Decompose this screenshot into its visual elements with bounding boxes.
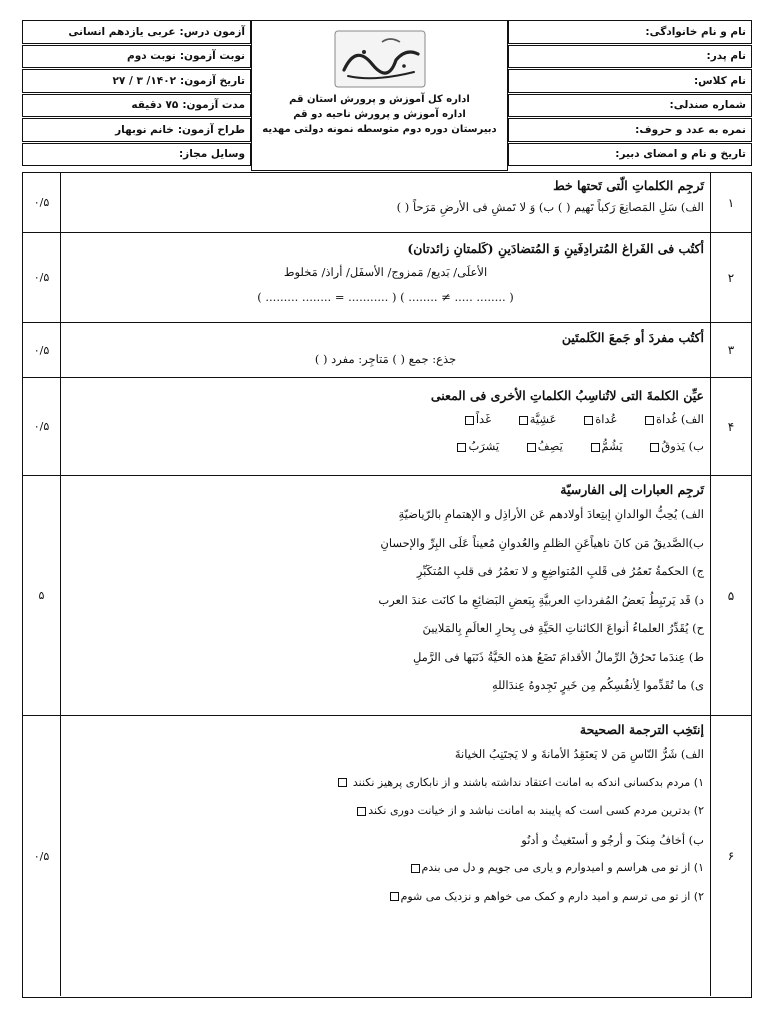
option-text: ۱) از تو می هراسم و امیدوارم و یاری می جویم و دل می بندم bbox=[421, 861, 704, 874]
question-row-1 bbox=[23, 173, 751, 232]
option-text: یَشُمُّ bbox=[601, 439, 623, 453]
sentence-b: ب) أخافُ مِنکَ و أرجُو و أستَغیثُ و أدنُو bbox=[521, 832, 704, 847]
question-row-2 bbox=[23, 232, 751, 322]
exam-course-box bbox=[22, 20, 251, 44]
option-item[interactable] bbox=[455, 433, 499, 460]
exam-header bbox=[22, 20, 752, 171]
seat-number-label: شماره صندلی: bbox=[669, 99, 746, 112]
option-prefix: ب) bbox=[688, 439, 704, 453]
checkbox-icon[interactable] bbox=[390, 892, 399, 901]
question-row-4 bbox=[23, 377, 751, 475]
option-text: ۲) از تو می ترسم و امید دارم و کمک می خواهم و نزدیک می شوم bbox=[400, 889, 704, 903]
question-score: ۰/۵ bbox=[23, 716, 61, 996]
exam-date-value: ۱۴۰۲/ ۳ / ۲۷ bbox=[112, 74, 177, 87]
question-title: أکتُب فی الفَراغ المُترادِفَینِ وَ المُتضادَینِ (کَلمتانِ زائدتان) bbox=[407, 241, 704, 256]
question-line: جذع: جمع ( ) مَتاجِر: مفرد ( ) bbox=[314, 352, 457, 366]
question-body bbox=[61, 173, 710, 232]
class-name-field[interactable] bbox=[508, 69, 752, 93]
question-number: ۶ bbox=[710, 716, 751, 996]
question-body bbox=[61, 378, 710, 475]
sentence-item: ط) عِندَما تَحرُقُ الرِّمالُ الأقدامَ تَضَعُ هذه الحَیَّةُ ذَنَبَها فی الرَّملِ bbox=[412, 649, 704, 664]
question-body bbox=[61, 716, 710, 996]
question-body bbox=[61, 323, 710, 377]
question-row-3 bbox=[23, 322, 751, 377]
allowed-tools-label: وسایل مجاز: bbox=[178, 148, 245, 161]
option-item[interactable] bbox=[643, 406, 677, 433]
sentence-item: ی) ما تُقَدِّموا لِأنفُسِکُم مِن خَیرٍ تَجِدوهُ عِندَاللهِ bbox=[491, 678, 704, 692]
option-text: یَصِفُ bbox=[537, 439, 563, 453]
question-score: ۰/۵ bbox=[23, 173, 61, 232]
question-body bbox=[61, 476, 710, 715]
father-name-field[interactable] bbox=[508, 45, 752, 69]
exam-info-column bbox=[22, 20, 251, 171]
checkbox-icon[interactable] bbox=[357, 807, 366, 816]
father-name-label: نام پدر: bbox=[706, 50, 746, 63]
option-text: ۱) مردم بدکسانی اندکه به امانت اعتقاد نداشته باشند و از نابکاری پرهیز نکنند bbox=[352, 775, 704, 789]
sentence-item: الف) یُحِبُّ الوالدانِ إبتِعادَ أولادهم عَن الأراذِل و الإهتمامِ بالرّیاضیّةِ bbox=[398, 507, 704, 521]
org-line-district: اداره آموزش و پرورش ناحیه دو قم bbox=[293, 109, 466, 120]
translation-option[interactable] bbox=[67, 854, 704, 883]
question-title: أکتُب مفردَ أو جَمعَ الکَلمتَین bbox=[561, 330, 704, 345]
allowed-tools-box bbox=[22, 143, 251, 167]
question-title: إنتَخِب الترجمة الصحیحة bbox=[579, 722, 704, 737]
question-number: ۴ bbox=[710, 378, 751, 475]
exam-course-value: عربی یازدهم انسانی bbox=[68, 25, 176, 38]
checkbox-icon[interactable] bbox=[584, 416, 593, 425]
answer-blanks: ( ........ ..... ≠ ........ ) ( ........... = ........ ......... ) bbox=[257, 290, 514, 304]
exam-designer-label: طراح آزمون: bbox=[177, 123, 245, 136]
exam-duration-box bbox=[22, 94, 251, 118]
option-item[interactable] bbox=[589, 433, 623, 460]
teacher-signature-label: تاریخ و نام و امضای دبیر: bbox=[615, 148, 746, 161]
option-item[interactable] bbox=[525, 433, 563, 460]
sentence-item: د) قَد یَرتَبِطُ بَعضُ المُفرداتِ العربیَّةِ بِبَعضِ البَضائِعِ ما کانَت عندَ العرب bbox=[378, 592, 704, 607]
mahdieh-logo-icon bbox=[334, 30, 426, 88]
checkbox-icon[interactable] bbox=[591, 443, 600, 452]
question-line: الف) سَلِ المَصانِعَ رَکباً تَهیم ( ) ب) وَ لا تَمشِ فی الأرضِ مَرَحاً ( ) bbox=[396, 200, 704, 214]
option-prefix: الف) bbox=[680, 412, 704, 426]
option-item[interactable] bbox=[463, 406, 491, 433]
option-item[interactable] bbox=[517, 406, 557, 433]
checkbox-icon[interactable] bbox=[519, 416, 528, 425]
translation-option[interactable] bbox=[67, 883, 704, 912]
student-name-field[interactable] bbox=[508, 20, 752, 44]
option-text: عُداة bbox=[595, 412, 618, 426]
question-row-5 bbox=[23, 475, 751, 715]
checkbox-icon[interactable] bbox=[411, 864, 420, 873]
sentence-item: ب)الصَّدیقُ مَن کانَ ناهیاًعَنِ الظلمِ والعُدوانِ مُعیناً عَلَی البِرِّ والإحسانِ bbox=[380, 535, 704, 550]
checkbox-icon[interactable] bbox=[650, 443, 659, 452]
option-text: غَداً bbox=[475, 412, 492, 426]
sentence-item: ج) الحکمةُ تَعمُرُ فی قَلبِ المُتواضِعِ و لا تعمُرُ فی قلبِ المُتکَبِّرِ bbox=[416, 564, 704, 578]
exam-designer-value: خانم نوبهار bbox=[115, 123, 174, 136]
option-item[interactable] bbox=[582, 406, 617, 433]
question-score: ۰/۵ bbox=[23, 378, 61, 475]
exam-round-box bbox=[22, 45, 251, 69]
student-info-column bbox=[508, 20, 752, 171]
option-text: غُداة bbox=[655, 412, 678, 426]
option-text: عَشِیَّة bbox=[529, 412, 557, 426]
option-group-b bbox=[67, 433, 704, 460]
exam-date-box bbox=[22, 69, 251, 93]
exam-date-label: تاریخ آزمون: bbox=[180, 74, 245, 87]
question-number: ۱ bbox=[710, 173, 751, 232]
question-score: ۰/۵ bbox=[23, 323, 61, 377]
checkbox-icon[interactable] bbox=[527, 443, 536, 452]
student-name-label: نام و نام خانوادگی: bbox=[645, 25, 746, 38]
option-text: ۲) بدترین مردم کسی است که پایبند به امانت نباشد و از خیانت دوری نکند bbox=[368, 804, 704, 817]
grade-label: نمره به عدد و حروف: bbox=[635, 123, 746, 136]
checkbox-icon[interactable] bbox=[465, 416, 474, 425]
exam-course-label: آزمون درس: bbox=[179, 25, 245, 38]
exam-designer-box bbox=[22, 118, 251, 142]
exam-duration-label: مدت آزمون: bbox=[182, 99, 245, 112]
word-bank: الأعلَی/ بَدیع/ مَمزوج/ الأسفَل/ أراذ/ مَخلوط bbox=[283, 265, 488, 279]
sentence-item: ح) یُقَدِّرُ العلماءُ أنواعَ الکائناتِ الحَیَّةِ فی بِحارِ العالَمِ بِالمَلایینَ bbox=[422, 621, 704, 635]
teacher-signature-field[interactable] bbox=[508, 143, 752, 167]
checkbox-icon[interactable] bbox=[457, 443, 466, 452]
question-number: ۲ bbox=[710, 233, 751, 322]
option-text: یَشرَبُ bbox=[468, 439, 500, 453]
question-title: عیِّن الکلمةَ التی لاتُناسِبُ الکلماتِ الأخری فی المعنی bbox=[430, 388, 704, 403]
question-row-6 bbox=[23, 715, 751, 996]
question-number: ۳ bbox=[710, 323, 751, 377]
question-number: ۵ bbox=[710, 476, 751, 715]
exam-round-label: نوبت آزمون: bbox=[179, 50, 245, 63]
question-score: ۵ bbox=[23, 476, 61, 715]
translation-option[interactable] bbox=[67, 769, 704, 798]
translation-option[interactable] bbox=[67, 797, 704, 826]
org-line-school: دبیرستان دوره دوم متوسطه نمونه دولتی مهدیه bbox=[262, 124, 497, 135]
question-title: تَرجِم الکلماتِ الّتی تَحتها خط bbox=[553, 178, 704, 193]
question-score: ۰/۵ bbox=[23, 233, 61, 322]
checkbox-icon[interactable] bbox=[645, 416, 654, 425]
exam-round-value: نوبت دوم bbox=[127, 50, 176, 63]
exam-duration-value: ۷۵ دقیقه bbox=[131, 99, 179, 112]
class-name-label: نام کلاس: bbox=[693, 74, 746, 87]
seat-number-field[interactable] bbox=[508, 94, 752, 118]
org-line-province: اداره کل آموزش و پرورش استان قم bbox=[289, 94, 470, 105]
questions-table bbox=[22, 172, 752, 998]
grade-field[interactable] bbox=[508, 118, 752, 142]
option-item[interactable] bbox=[648, 433, 685, 460]
school-center-box bbox=[251, 20, 508, 171]
option-group-a bbox=[67, 406, 704, 433]
question-title: تَرجِم العبارات إلی الفارسیّة bbox=[560, 482, 704, 497]
sentence-a: الف) شَرُّ النّاسِ مَن لا یَعتَقِدُ الأمانةَ و لا یَجتَنِبُ الخیانةَ bbox=[454, 747, 704, 761]
question-body bbox=[61, 233, 710, 322]
checkbox-icon[interactable] bbox=[338, 778, 347, 787]
option-text: یَذوقُ bbox=[661, 439, 686, 453]
